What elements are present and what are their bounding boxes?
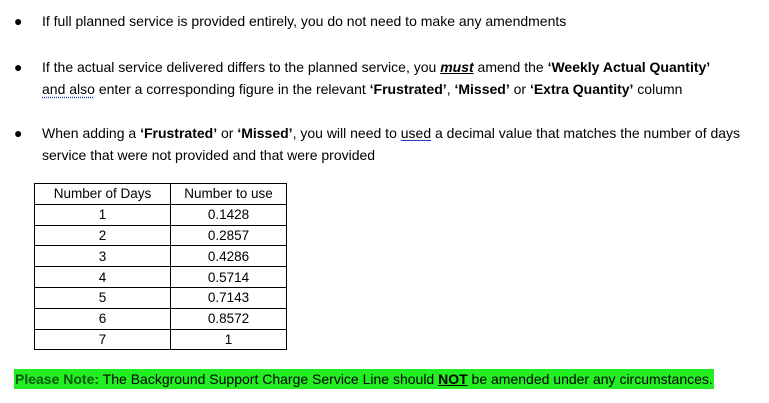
bullet-1-text: If full planned service is provided entirely, you do not need to make any amendments <box>42 13 567 29</box>
cell-value: 0.1428 <box>171 204 287 225</box>
cell-days: 2 <box>35 225 171 246</box>
bullet-3-text: When adding a ‘Frustrated’ or ‘Missed’, you will need to used a decimal value that matches the number of days service that were not provided and that were provided <box>42 125 741 163</box>
table-header-row <box>35 184 287 205</box>
term-frustrated: ‘Frustrated’ <box>369 81 447 97</box>
cell-value: 0.8572 <box>171 308 287 329</box>
term-missed: ‘Missed’ <box>454 81 510 97</box>
term-and-also: and also <box>42 81 95 97</box>
term-weekly-actual-quantity: ‘Weekly Actual Quantity’ <box>547 59 711 75</box>
header-number-of-days: Number of Days <box>35 184 171 205</box>
please-note-banner: Please Note: The Background Support Charge Service Line should NOT be amended under any circumstances. <box>15 371 713 387</box>
emphasis-must: must <box>440 59 474 75</box>
table-row <box>35 308 287 329</box>
term-extra-quantity: ‘Extra Quantity’ <box>529 81 634 97</box>
cell-days: 6 <box>35 308 171 329</box>
cell-days: 5 <box>35 287 171 308</box>
bullet-marker: ● <box>14 125 23 141</box>
term-frustrated: ‘Frustrated’ <box>140 125 218 141</box>
cell-days: 1 <box>35 204 171 225</box>
cell-value: 0.2857 <box>171 225 287 246</box>
term-used: used <box>400 125 432 141</box>
table-row <box>35 225 287 246</box>
cell-days: 7 <box>35 329 171 350</box>
bullet-2-text: If the actual service delivered differs to the planned service, you must amend the ‘Weekly Actual Quantity’ and also enter a corresponding figure in the relevant ‘Frustrated’, ‘Missed’ or ‘Extra Quantity’ column <box>42 59 711 97</box>
table-row <box>35 329 287 350</box>
table-row <box>35 246 287 267</box>
cell-days: 3 <box>35 246 171 267</box>
bullet-marker: ● <box>14 13 23 29</box>
cell-days: 4 <box>35 267 171 288</box>
table-row <box>35 287 287 308</box>
emphasis-not: NOT <box>438 371 468 387</box>
table-row <box>35 204 287 225</box>
days-conversion-table <box>34 183 287 350</box>
note-label: Please Note: <box>15 371 100 387</box>
cell-value: 0.5714 <box>171 267 287 288</box>
cell-value: 0.4286 <box>171 246 287 267</box>
term-missed: ‘Missed’ <box>237 125 293 141</box>
cell-value: 0.7143 <box>171 287 287 308</box>
header-number-to-use: Number to use <box>171 184 287 205</box>
cell-value: 1 <box>171 329 287 350</box>
bullet-marker: ● <box>14 59 23 75</box>
table-row <box>35 267 287 288</box>
